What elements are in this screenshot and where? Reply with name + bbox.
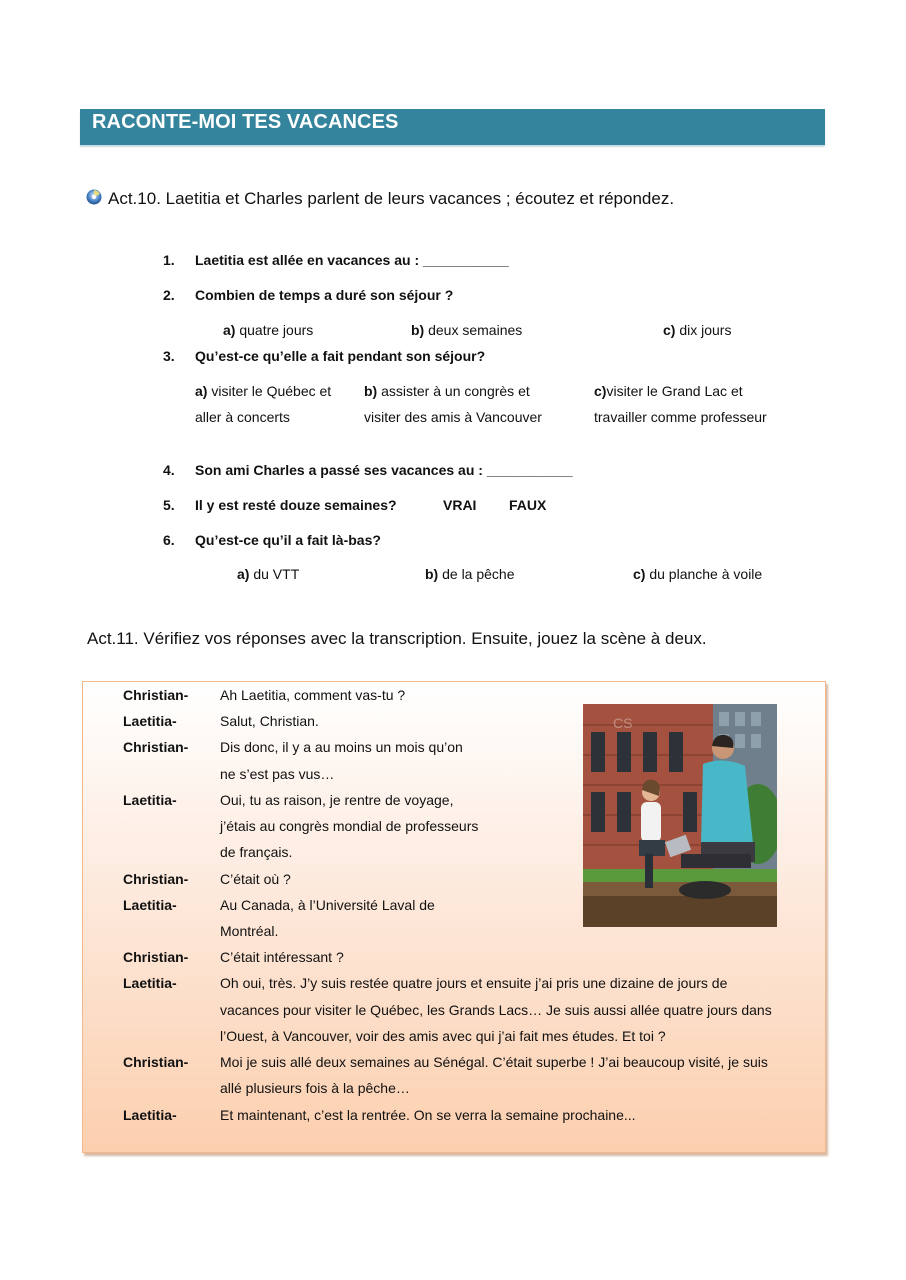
question-text: Combien de temps a duré son séjour ? — [195, 287, 454, 303]
question-number: 2. — [163, 287, 175, 303]
question-number: 4. — [163, 462, 175, 478]
dialogue-line: allé plusieurs fois à la pêche… — [220, 1080, 410, 1096]
speaker-label: Christian- — [123, 687, 189, 703]
question-text: Son ami Charles a passé ses vacances au : ___________ — [195, 462, 573, 478]
answer-option[interactable]: c) du planche à voile — [633, 566, 763, 582]
dialogue-line: de français. — [220, 844, 293, 860]
audio-cd-icon[interactable] — [86, 189, 102, 205]
true-option[interactable]: VRAI — [443, 497, 477, 513]
dialogue-line: Dis donc, il y a au moins un mois qu’on — [220, 739, 463, 755]
dialogue-line: Salut, Christian. — [220, 713, 319, 729]
section-banner — [80, 109, 825, 145]
dialogue-line: ne s’est pas vus… — [220, 766, 335, 782]
dialogue-line: Oui, tu as raison, je rentre de voyage, — [220, 792, 454, 808]
dialogue-line: Et maintenant, c’est la rentrée. On se verra la semaine prochaine... — [220, 1107, 636, 1123]
act11-instruction: Act.11. Vérifiez vos réponses avec la transcription. Ensuite, jouez la scène à deux. — [87, 629, 707, 648]
speaker-label: Christian- — [123, 1054, 189, 1070]
dialogue-line: Oh oui, très. J’y suis restée quatre jours et ensuite j’ai pris une dizaine de jours de — [220, 975, 728, 991]
answer-option[interactable]: a) du VTT — [237, 566, 300, 582]
svg-text:CS: CS — [613, 715, 633, 731]
dialogue-line: j’étais au congrès mondial de professeurs — [220, 818, 479, 834]
conversation-photo — [583, 704, 777, 927]
speaker-label: Christian- — [123, 871, 189, 887]
speaker-label: Laetitia- — [123, 975, 177, 991]
question-text: Qu’est-ce qu’elle a fait pendant son séjour? — [195, 348, 486, 364]
speaker-label: Christian- — [123, 949, 189, 965]
question-text: Laetitia est allée en vacances au : ___________ — [195, 252, 509, 268]
dialogue-line: vacances pour visiter le Québec, les Grands Lacs… Je suis aussi allée quatre jours dans — [220, 1002, 772, 1018]
act10-instruction — [86, 189, 674, 209]
answer-option[interactable]: c) dix jours — [663, 322, 732, 338]
speaker-label: Laetitia- — [123, 897, 177, 913]
speaker-label: Laetitia- — [123, 713, 177, 729]
answer-option[interactable]: a) quatre jours — [223, 322, 314, 338]
dialogue-line: Moi je suis allé deux semaines au Sénégal. C’était superbe ! J’ai beaucoup visité, je suis — [220, 1054, 768, 1070]
question-number: 3. — [163, 348, 175, 364]
speaker-label: Laetitia- — [123, 792, 177, 808]
question-number: 6. — [163, 532, 175, 548]
speaker-label: Christian- — [123, 739, 189, 755]
dialogue-line: Montréal. — [220, 923, 279, 939]
question-text: Il y est resté douze semaines? — [195, 497, 397, 513]
question-text: Qu’est-ce qu’il a fait là-bas? — [195, 532, 381, 548]
speaker-label: Laetitia- — [123, 1107, 177, 1123]
dialogue-line: C’était où ? — [220, 871, 291, 887]
dialogue-line: Ah Laetitia, comment vas-tu ? — [220, 687, 406, 703]
page-title: RACONTE-MOI TES VACANCES — [92, 111, 399, 133]
dialogue-line: Au Canada, à l’Université Laval de — [220, 897, 435, 913]
question-number: 5. — [163, 497, 175, 513]
false-option[interactable]: FAUX — [509, 497, 547, 513]
question-number: 1. — [163, 252, 175, 268]
answer-option[interactable]: b) de la pêche — [425, 566, 515, 582]
answer-option[interactable]: b) deux semaines — [411, 322, 523, 338]
dialogue-line: C’était intéressant ? — [220, 949, 344, 965]
dialogue-line: l’Ouest, à Vancouver, voir des amis avec qui j’ai fait mes études. Et toi ? — [220, 1028, 666, 1044]
act10-text: Act.10. Laetitia et Charles parlent de leurs vacances ; écoutez et répondez. — [108, 189, 675, 208]
